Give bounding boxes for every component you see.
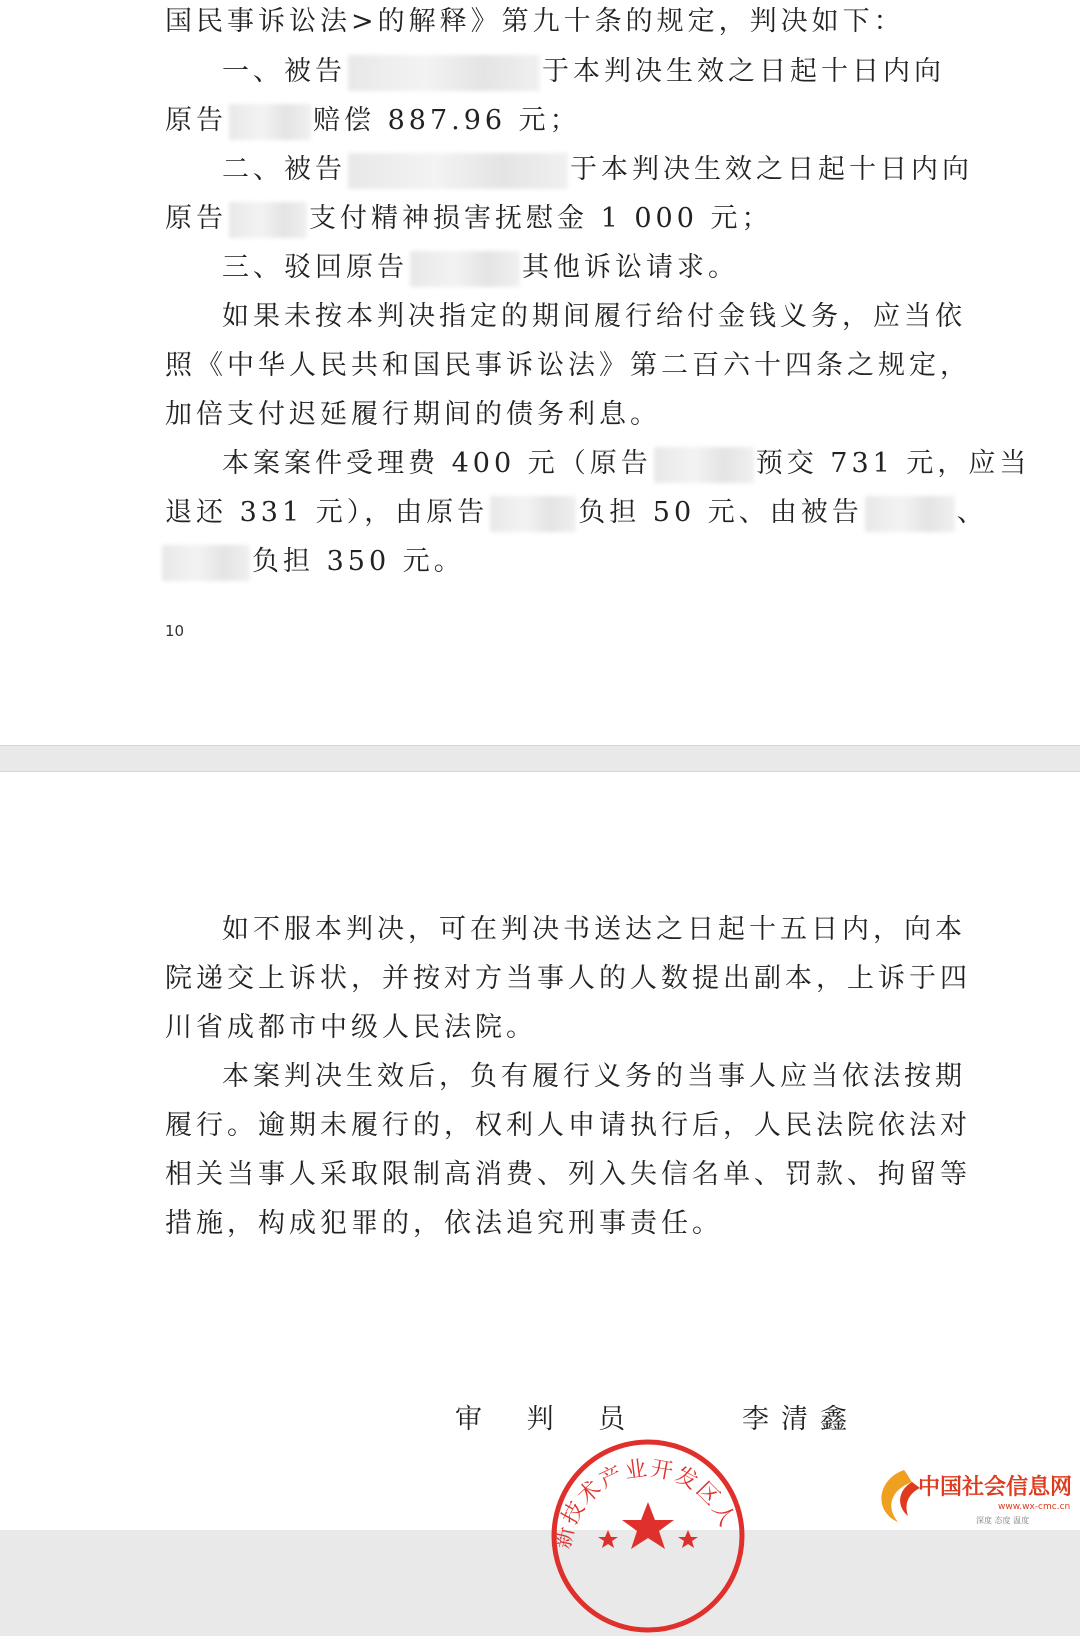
text-span: 川省成都市中级人民法院。 [165, 1012, 537, 1043]
site-logo-watermark [868, 1460, 1078, 1529]
text-span: 本案判决生效后，负有履行义务的当事人应当依法按期 [222, 1061, 966, 1092]
text-line [222, 444, 1030, 484]
redacted-name [162, 545, 250, 581]
text-span: 措施，构成犯罪的，依法追究刑事责任。 [165, 1208, 723, 1239]
text-line [165, 1155, 971, 1195]
text-span: 如果未按本判决指定的期间履行给付金钱义务，应当依 [222, 301, 966, 332]
text-span: 相关当事人采取限制高消费、列入失信名单、罚款、拘留等 [165, 1159, 971, 1190]
text-span: 原告 [165, 105, 227, 136]
svg-text:深度 态度 温度: 深度 态度 温度 [976, 1516, 1030, 1525]
text-span: 履行。逾期未履行的，权利人申请执行后，人民法院依法对 [165, 1110, 971, 1141]
text-line [222, 297, 966, 337]
text-span: 于本判决生效之日起十日内向 [570, 154, 973, 185]
judge-title: 审 判 员 [455, 1404, 644, 1435]
redacted-name [654, 447, 754, 483]
text-line [165, 959, 971, 999]
text-span: 预交 731 元，应当 [755, 448, 1031, 479]
text-span: 本案案件受理费 400 元（原告 [222, 448, 652, 479]
text-span: 如不服本判决，可在判决书送达之日起十五日内，向本 [222, 914, 966, 945]
text-line [222, 1057, 966, 1097]
text-span: 退还 331 元），由原告 [165, 497, 489, 528]
text-span: 负担 50 元、由被告 [578, 497, 863, 528]
text-line [165, 346, 971, 386]
text-line [165, 395, 661, 435]
svg-text:www.wx-cmc.cn: www.wx-cmc.cn [998, 1502, 1071, 1512]
redacted-name [490, 496, 576, 532]
redacted-name [410, 251, 520, 287]
text-span: 赔偿 887.96 元； [313, 105, 581, 136]
redacted-name [229, 104, 311, 140]
text-span: 国民事诉讼法>的解释》第九十条的规定，判决如下： [165, 6, 905, 37]
text-line [165, 199, 772, 239]
text-span: 原告 [165, 203, 227, 234]
text-line [165, 1106, 971, 1146]
text-span: 三、驳回原告 [222, 252, 408, 283]
text-line [165, 101, 581, 141]
redacted-name [229, 202, 307, 238]
document-page-10 [0, 0, 1080, 746]
text-span: 支付精神损害抚慰金 1 000 元； [309, 203, 773, 234]
text-span: 加倍支付迟延履行期间的债务利息。 [165, 399, 661, 430]
text-line [165, 1008, 537, 1048]
redacted-name [348, 153, 568, 189]
text-span: 照《中华人民共和国民事诉讼法》第二百六十四条之规定， [165, 350, 971, 381]
text-line [165, 1204, 723, 1244]
text-line [165, 493, 988, 533]
redacted-name [865, 496, 955, 532]
page-number: 10 [165, 622, 185, 640]
svg-text:中国社会信息网: 中国社会信息网 [918, 1475, 1073, 1500]
text-line [165, 2, 905, 42]
judge-name: 李清鑫 [742, 1404, 859, 1435]
text-span: 一、被告 [222, 56, 346, 87]
text-span: 二、被告 [222, 154, 346, 185]
text-line [222, 910, 966, 950]
text-span: 其他诉讼请求。 [522, 252, 739, 283]
text-span: 、 [956, 497, 988, 528]
svg-text:新技术产业开发区人: 新技术产业开发区人 [550, 1456, 740, 1552]
text-span: 负担 350 元。 [252, 546, 465, 577]
text-span: 院递交上诉状，并按对方当事人的人数提出副本，上诉于四 [165, 963, 971, 994]
text-line [222, 150, 973, 190]
text-span: 于本判决生效之日起十日内向 [542, 56, 945, 87]
text-line [222, 248, 739, 288]
text-line [222, 52, 945, 92]
court-seal-icon [548, 1436, 748, 1636]
text-line [160, 542, 465, 582]
redacted-name [348, 55, 540, 91]
